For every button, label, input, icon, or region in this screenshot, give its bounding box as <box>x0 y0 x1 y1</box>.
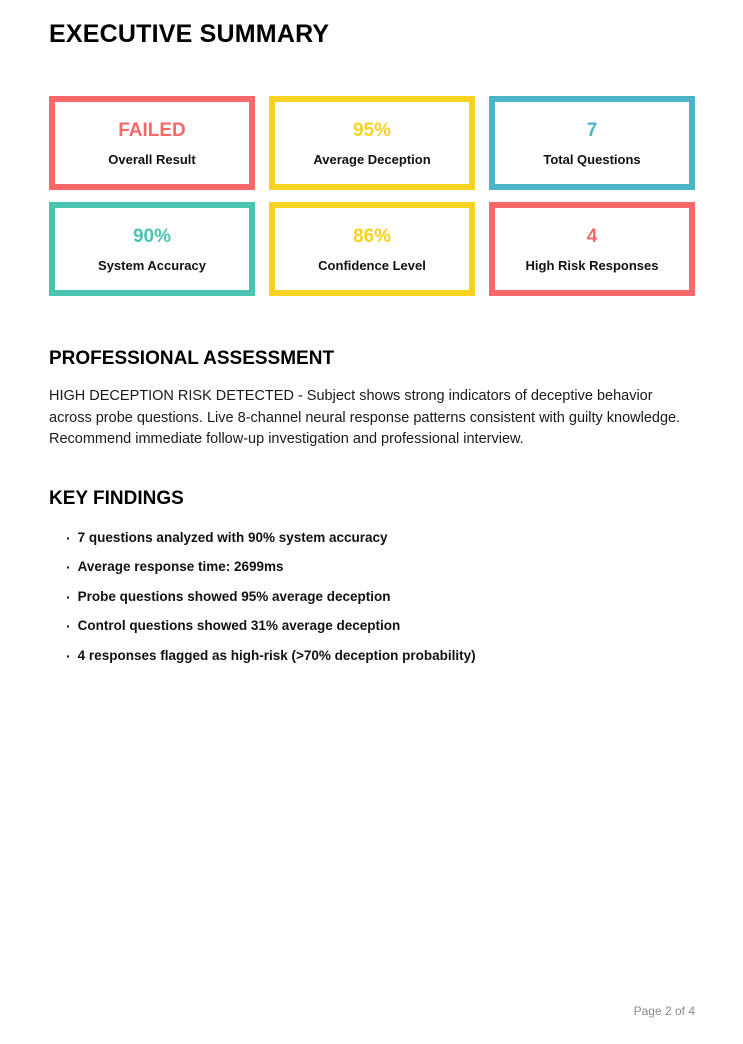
stat-label: Average Deception <box>313 151 431 167</box>
stat-card-total-questions <box>489 96 695 190</box>
stat-card-confidence-level <box>269 202 475 296</box>
finding-item <box>66 619 695 633</box>
assessment-body-text: HIGH DECEPTION RISK DETECTED - Subject shows strong indicators of deceptive behavior across probe questions. Live 8-channel neural response patterns consistent with guilty knowledge. Recommend immediate follow-up investigation and professional interview. <box>49 388 681 447</box>
stat-value: 86% <box>352 225 392 247</box>
key-findings-section <box>49 488 695 663</box>
page-title: EXECUTIVE SUMMARY <box>49 20 330 48</box>
stat-card-average-deception <box>269 96 475 190</box>
stat-value: 4 <box>586 225 598 247</box>
stat-value: FAILED <box>118 119 186 141</box>
finding-text: 7 questions analyzed with 90% system accuracy <box>77 529 388 545</box>
bullet-dot: · <box>66 559 71 575</box>
finding-item <box>66 649 695 663</box>
bullet-dot: · <box>66 647 71 664</box>
stat-value: 7 <box>586 119 598 141</box>
finding-text: Control questions showed 31% average deception <box>77 618 401 634</box>
finding-item <box>66 531 695 545</box>
page-number: Page 2 of 4 <box>633 1004 695 1018</box>
finding-text: Average response time: 2699ms <box>77 559 284 575</box>
finding-text: Probe questions showed 95% average deception <box>77 588 391 604</box>
findings-list <box>49 531 695 663</box>
stat-label: Overall Result <box>108 151 196 167</box>
finding-item <box>66 590 695 604</box>
stat-card-system-accuracy <box>49 202 255 296</box>
assessment-heading: PROFESSIONAL ASSESSMENT <box>49 348 335 369</box>
professional-assessment-section <box>49 348 695 451</box>
finding-text: 4 responses flagged as high-risk (>70% deception probability) <box>77 647 476 663</box>
stat-value: 95% <box>352 119 392 141</box>
stat-card-overall-result <box>49 96 255 190</box>
bullet-dot: · <box>66 588 71 605</box>
stat-card-grid <box>49 96 695 296</box>
bullet-dot: · <box>66 618 71 634</box>
stat-label: Confidence Level <box>318 257 426 273</box>
stat-label: High Risk Responses <box>525 257 659 273</box>
bullet-dot: · <box>66 529 71 546</box>
stat-label: System Accuracy <box>98 257 206 273</box>
stat-label: Total Questions <box>543 151 641 167</box>
finding-item <box>66 560 695 574</box>
stat-value: 90% <box>132 225 172 247</box>
stat-card-high-risk-responses <box>489 202 695 296</box>
findings-heading: KEY FINDINGS <box>49 487 184 509</box>
